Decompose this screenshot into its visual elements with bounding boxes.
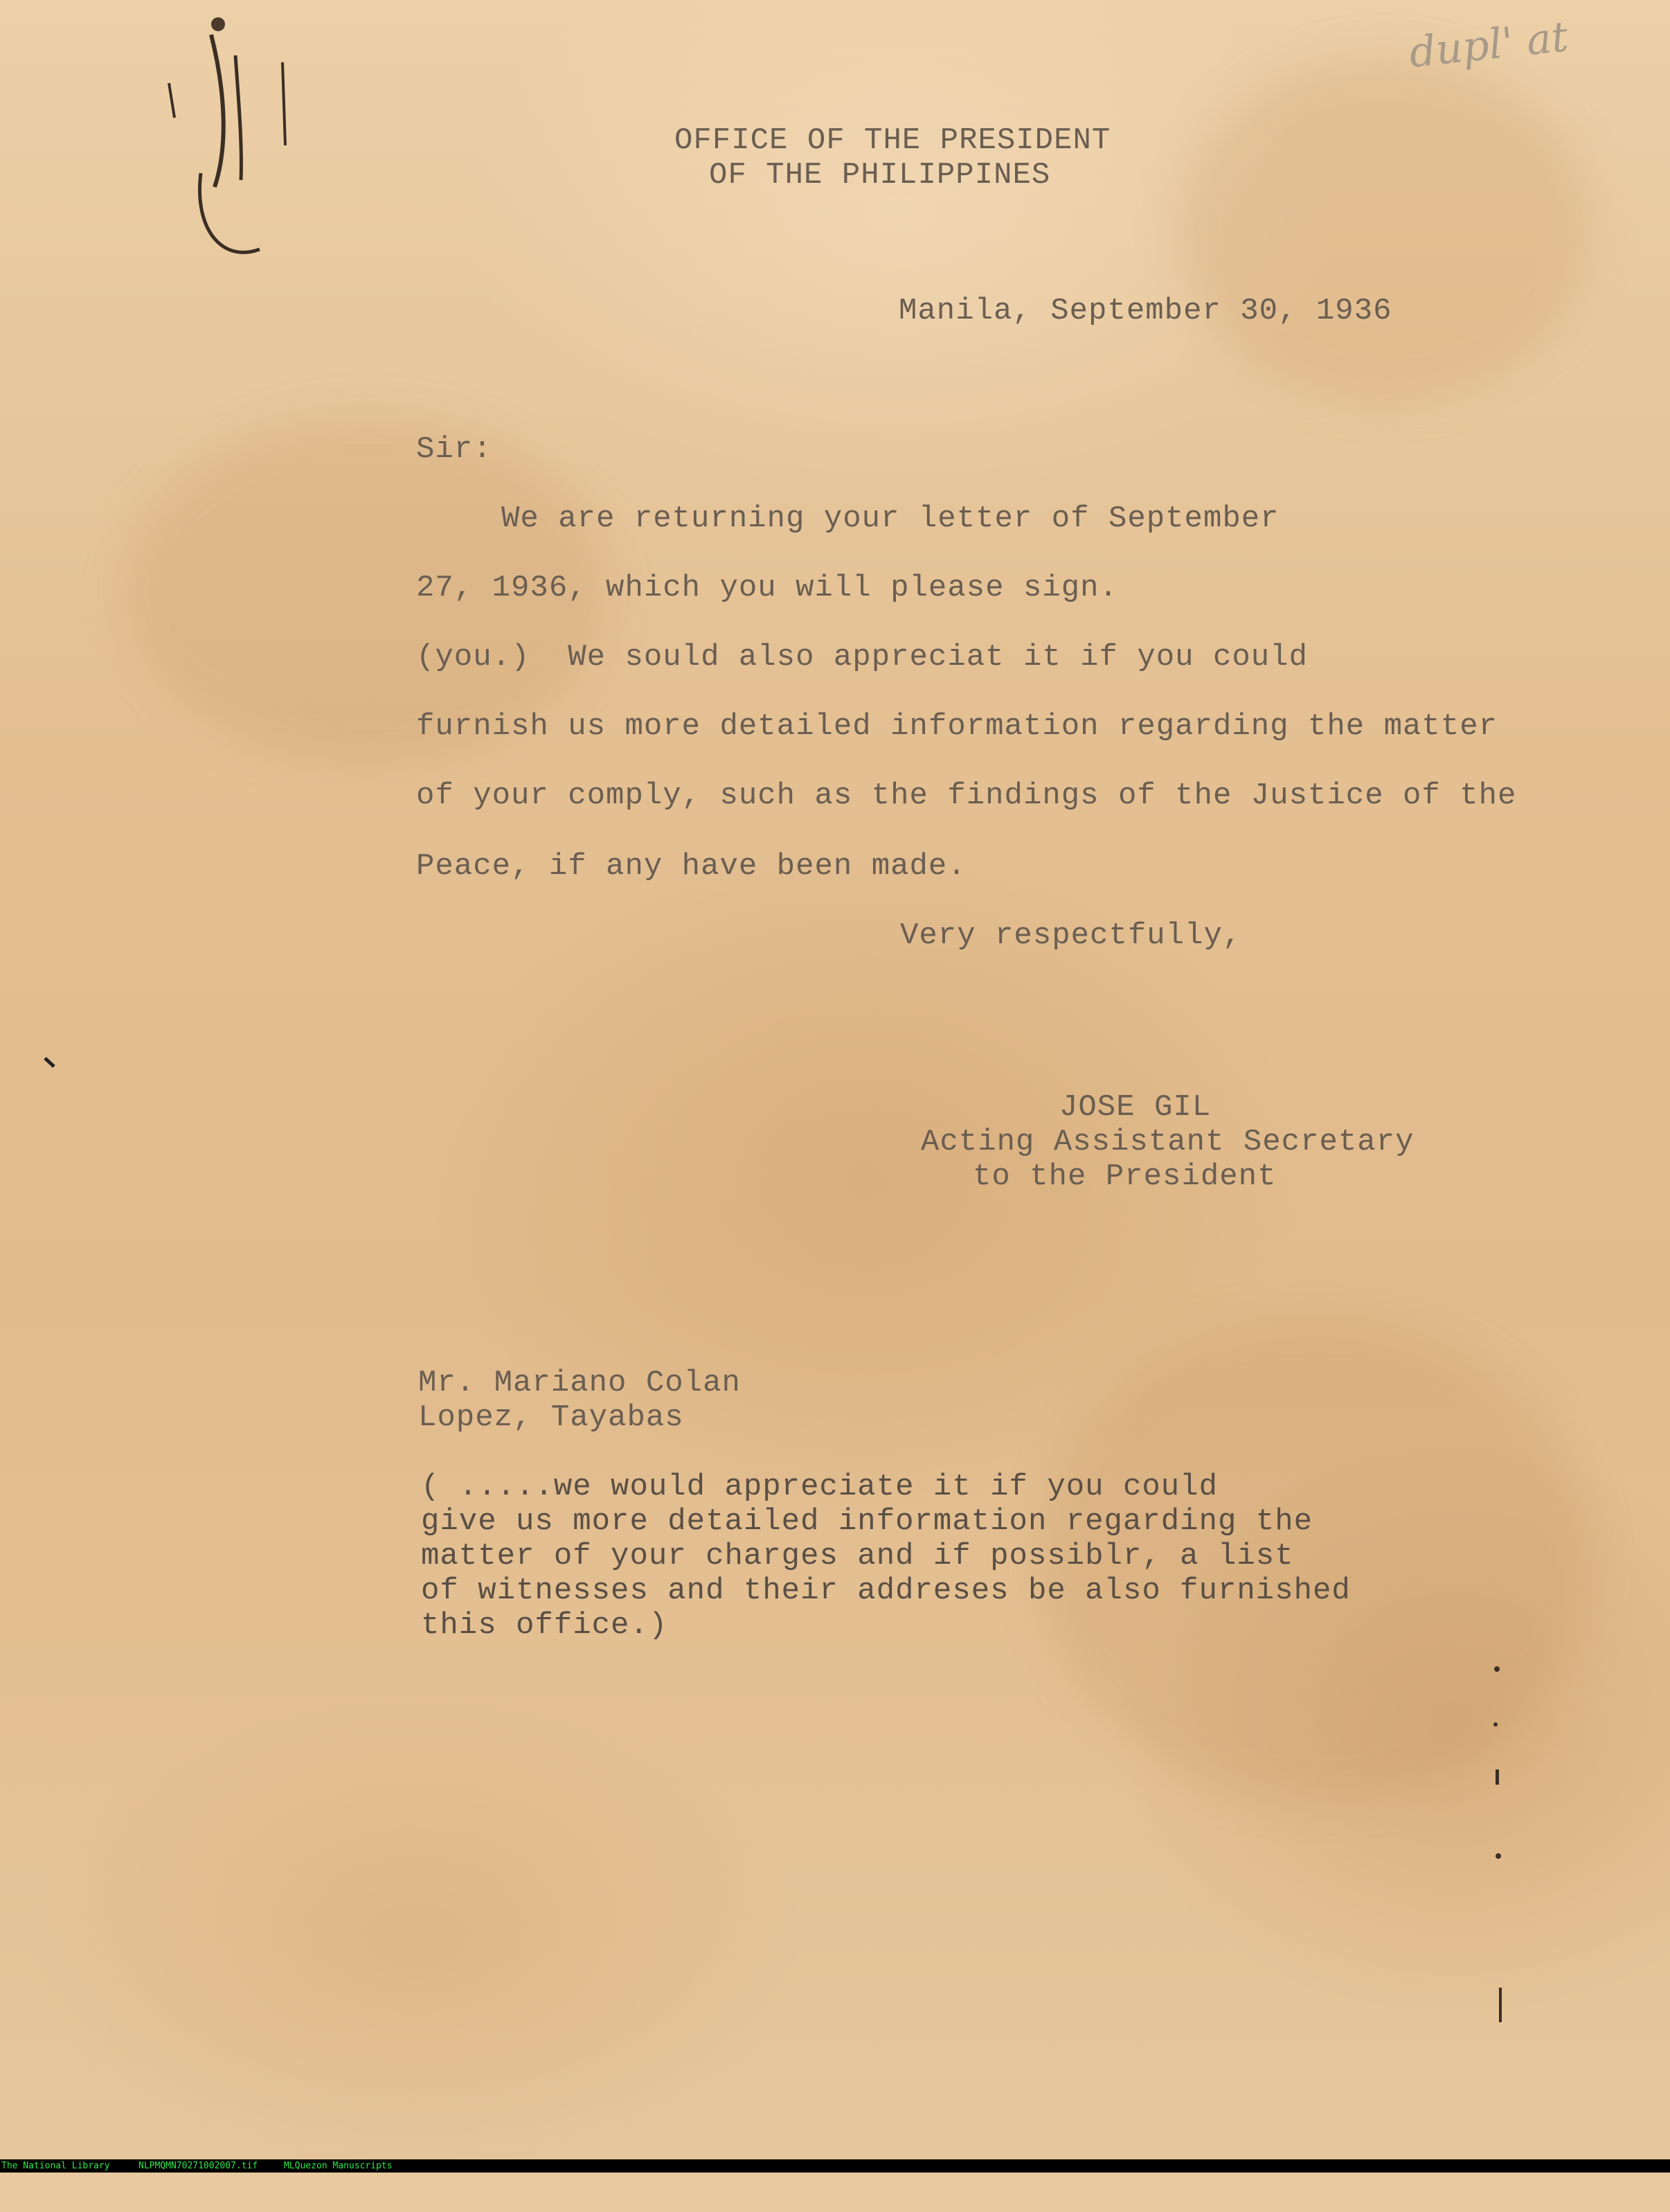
postscript-line: give us more detailed information regarding the bbox=[421, 1504, 1313, 1539]
scan-footer-bar bbox=[0, 2159, 1670, 2173]
body-line: We are returning your letter of September bbox=[501, 501, 1280, 536]
postscript-line: ( .....we would appreciate it if you could bbox=[421, 1470, 1218, 1504]
addressee-place: Lopez, Tayabas bbox=[418, 1400, 684, 1435]
postscript-line: of witnesses and their addreses be also furnished bbox=[421, 1573, 1351, 1608]
letterhead-line-2: OF THE PHILIPPINES bbox=[709, 158, 1051, 193]
addressee-name: Mr. Mariano Colan bbox=[418, 1366, 741, 1400]
footer-library: The National Library bbox=[1, 2161, 110, 2171]
water-stain bbox=[1177, 55, 1592, 402]
body-line: of your comply, such as the findings of the Justice of the bbox=[416, 778, 1517, 813]
footer-file: NLPMQMN70271002007.tif bbox=[138, 2161, 258, 2171]
edge-speck bbox=[42, 1053, 62, 1073]
signatory-title-2: to the President bbox=[973, 1159, 1277, 1194]
signatory-name: JOSE GIL bbox=[1059, 1090, 1212, 1125]
footer-collection: MLQuezon Manuscripts bbox=[284, 2161, 393, 2171]
body-line: (you.) We sould also appreciat it if you could bbox=[416, 640, 1309, 675]
body-line: 27, 1936, which you will please sign. bbox=[416, 571, 1118, 605]
signatory-title-1: Acting Assistant Secretary bbox=[921, 1125, 1415, 1159]
letterhead-line-1: OFFICE OF THE PRESIDENT bbox=[674, 123, 1111, 158]
postscript-line: matter of your charges and if possiblr, a list bbox=[421, 1539, 1294, 1573]
date-line: Manila, September 30, 1936 bbox=[899, 294, 1392, 328]
salutation: Sir: bbox=[416, 432, 492, 467]
closing: Very respectfully, bbox=[900, 918, 1242, 953]
edge-specks bbox=[1482, 1648, 1523, 2064]
body-line: furnish us more detailed information regarding the matter bbox=[416, 709, 1498, 744]
marginal-pencil-note: dupl' at bbox=[1406, 12, 1571, 78]
handwritten-check-mark bbox=[159, 7, 312, 270]
body-line: Peace, if any have been made. bbox=[416, 849, 967, 884]
postscript-line: this office.) bbox=[421, 1608, 668, 1643]
